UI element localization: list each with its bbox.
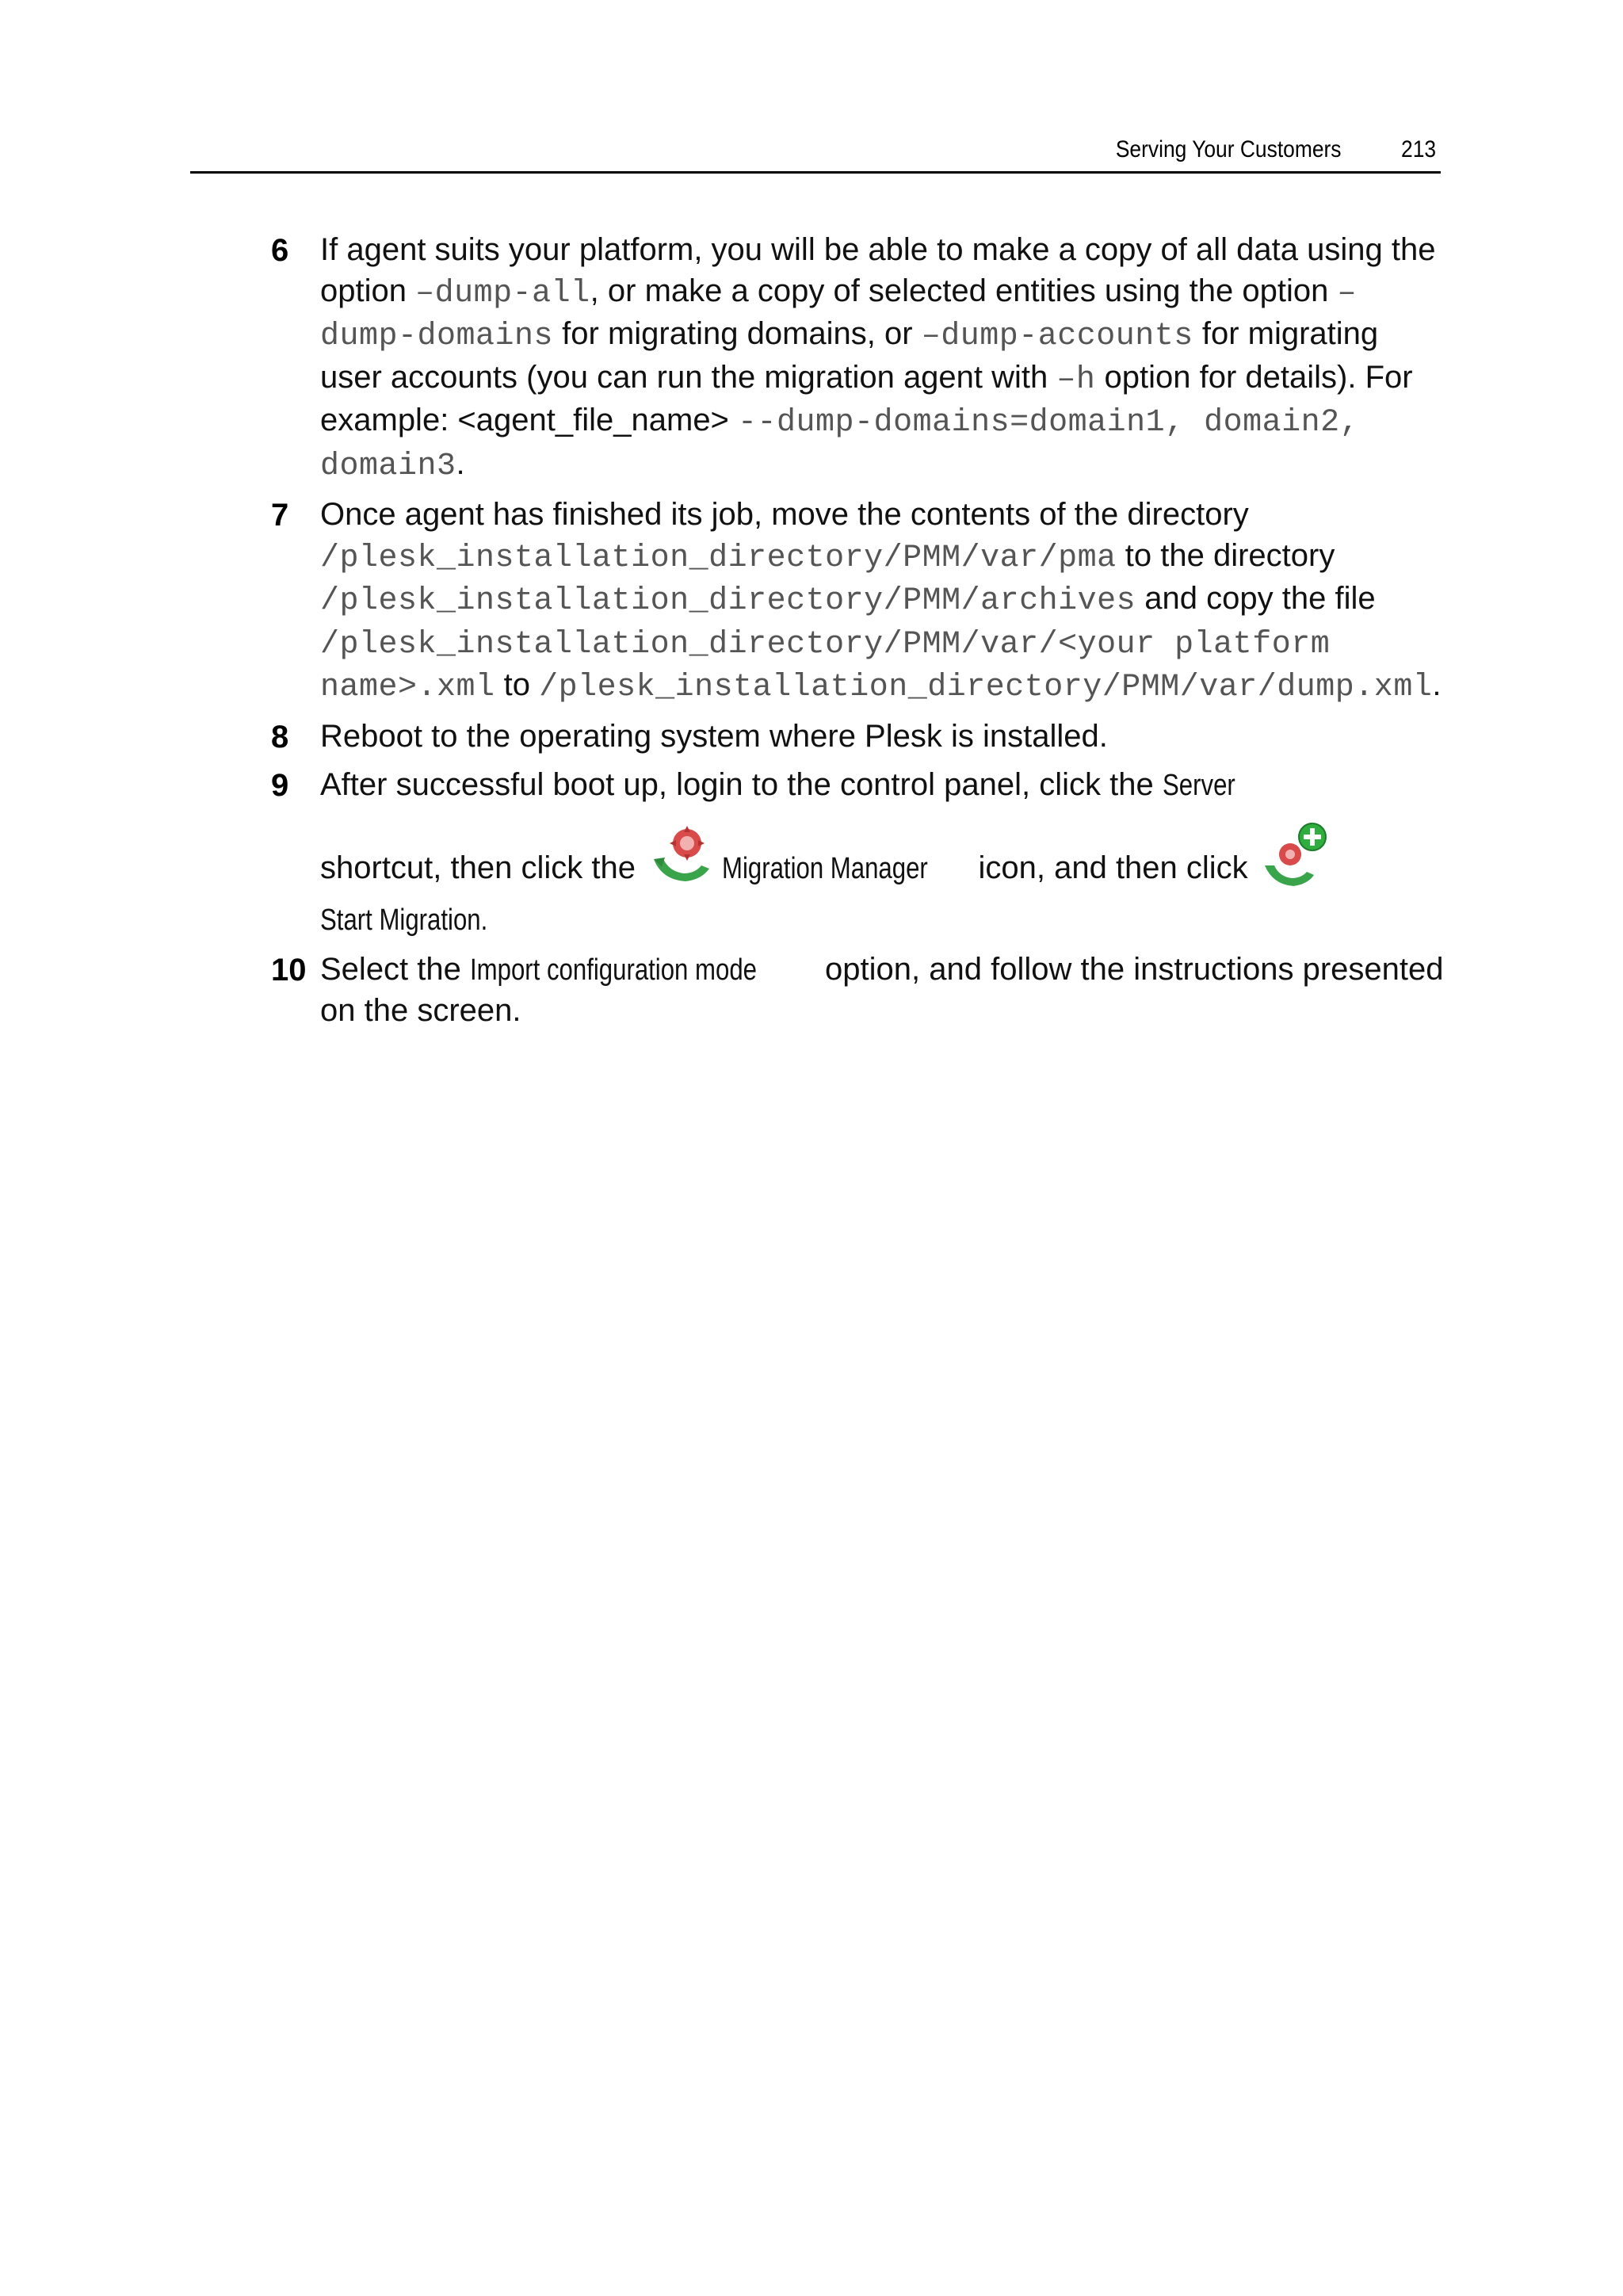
- path-dump-xml: /plesk_installation_directory/PMM/var/dump.xml: [539, 670, 1433, 705]
- step-8: [271, 716, 1444, 758]
- step-text: After successful boot up, login to the control panel, click the Server shortcut, then click the Migration Manager icon, and then click Start Migration.: [320, 765, 1444, 942]
- step-number: 10: [271, 952, 307, 988]
- step-7: [271, 495, 1444, 709]
- import-configuration-mode-label: Import configuration mode: [470, 953, 758, 987]
- path-archives: /plesk_installation_directory/PMM/archives: [320, 583, 1136, 619]
- migration-manager-label: Migration Manager: [722, 851, 928, 885]
- option-dump-all: –dump-all: [415, 275, 590, 311]
- option-help: –h: [1056, 361, 1096, 398]
- step-number: 6: [271, 233, 289, 268]
- running-head: [190, 133, 1441, 174]
- step-number: 7: [271, 498, 289, 533]
- option-dump-domains: –dump-domains: [320, 275, 1357, 354]
- step-number: 8: [271, 719, 289, 755]
- start-migration-label: Start Migration.: [320, 904, 488, 937]
- step-list: [271, 230, 1444, 1040]
- step-6: [271, 230, 1444, 487]
- migration-manager-icon: [649, 821, 717, 900]
- start-migration-icon: [1262, 821, 1330, 900]
- server-shortcut-label: Server: [1162, 769, 1235, 802]
- step-text: If agent suits your platform, you will be able to make a copy of all data using the option –dump-all, or make a copy of selected entities using the option –dump-domains for migrating domains, or –dump-accounts for migrating user accounts (you can run the migration agent with –h option for details). For example: <agent_file_name> --dump-domains=domain1, domain2, domain3.: [320, 232, 1436, 484]
- option-dump-accounts: –dump-accounts: [921, 319, 1193, 354]
- path-platform-xml: /plesk_installation_directory/PMM/var/<your platform name>.xml: [320, 626, 1331, 705]
- step-text: Select the Import configuration mode option, and follow the instructions presented on the screen.: [320, 951, 1444, 1028]
- step-number: 9: [271, 768, 289, 803]
- page-number: 213: [1400, 136, 1436, 162]
- step-text: Once agent has finished its job, move the contents of the directory /plesk_installation_directory/PMM/var/pma to the directory /plesk_installation_directory/PMM/archives and copy the file /plesk_installation_directory/PMM/var/<your platform name>.xml to /plesk_installation_directory/PMM/var/dump.xml.: [320, 497, 1442, 705]
- example-command: --dump-domains=domain1, domain2, domain3: [320, 405, 1360, 484]
- step-text: Reboot to the operating system where Plesk is installed.: [320, 718, 1108, 754]
- step-10: [271, 949, 1444, 1032]
- path-pma: /plesk_installation_directory/PMM/var/pma: [320, 540, 1117, 576]
- running-head-title: Serving Your Customers: [1115, 136, 1341, 162]
- step-9: [271, 765, 1444, 942]
